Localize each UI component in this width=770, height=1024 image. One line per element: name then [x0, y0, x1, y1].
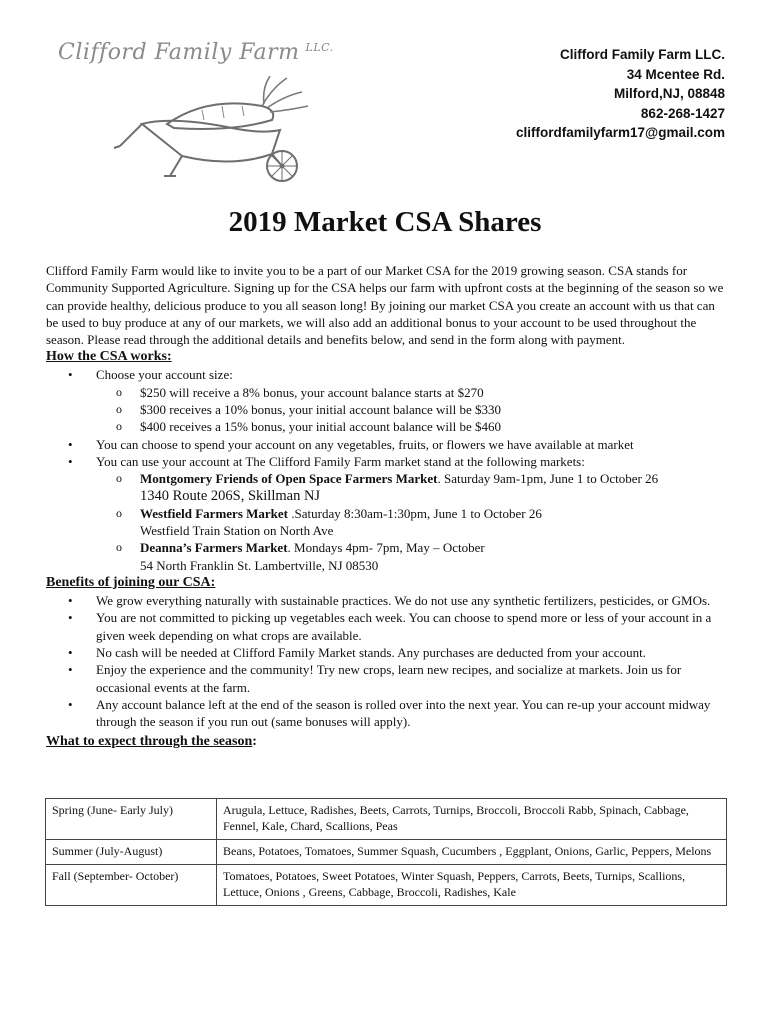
- benefits-list: [46, 592, 728, 730]
- crops-cell: Beans, Potatoes, Tomatoes, Summer Squash, Cucumbers , Eggplant, Onions, Garlic, Peppers, Melons: [217, 840, 727, 865]
- account-size-label: Choose your account size:: [96, 367, 233, 383]
- market-schedule: .Saturday 8:30am-1:30pm, June 1 to October 26: [288, 505, 542, 521]
- size-option: o $300 receives a 10% bonus, your initial account balance will be $330: [96, 401, 728, 418]
- benefit-item: • We grow everything naturally with sustainable practices. We do not use any synthetic fertilizers, pesticides, or GMOs.: [46, 592, 728, 609]
- how-list: [46, 366, 728, 574]
- market-name: Deanna’s Farmers Market: [140, 540, 288, 556]
- farm-name: Clifford Family Farm LLC.: [559, 47, 725, 62]
- account-size-options: [96, 384, 728, 436]
- farm-logo: [52, 38, 334, 188]
- market-schedule: . Mondays 4pm- 7pm, May – October: [287, 540, 485, 556]
- crops-cell: Arugula, Lettuce, Radishes, Beets, Carrots, Turnips, Broccoli, Broccoli Rabb, Spinach, Cabbage, Fennel, Kale, Chard, Scallions, Peas: [217, 799, 727, 840]
- markets-list: [96, 470, 728, 574]
- list-item: • You can choose to spend your account on any vegetables, fruits, or flowers we have available at market: [46, 436, 728, 453]
- market-item: [96, 505, 728, 540]
- size-option: o $250 will receive a 8% bonus, your account balance starts at $270: [96, 384, 728, 401]
- market-address: Westfield Train Station on North Ave: [140, 523, 334, 539]
- market-name: Montgomery Friends of Open Space Farmers Market: [140, 471, 438, 487]
- logo-wordmark: Clifford Family Farm $^{LLC.}$: [58, 40, 334, 65]
- crops-cell: Tomatoes, Potatoes, Sweet Potatoes, Winter Squash, Peppers, Carrots, Beets, Turnips, Scallions, Lettuce, Onions , Greens, Cabbage, Broccoli, Radishes, Kale: [217, 865, 727, 906]
- expect-heading: What to expect through the season:: [46, 734, 257, 750]
- market-schedule: . Saturday 9am-1pm, June 1 to October 26: [437, 471, 659, 487]
- wheelbarrow-carrot-icon: [112, 76, 322, 186]
- market-address: 54 North Franklin St. Lambertville, NJ 08530: [140, 557, 379, 573]
- market-item: [96, 539, 728, 574]
- table-row: [46, 799, 727, 840]
- market-name: Westfield Farmers Market: [140, 505, 289, 521]
- list-item: [46, 366, 728, 435]
- benefit-item: • Enjoy the experience and the community! Try new crops, learn new recipes, and socialize at markets. Join us for occasional events at the farm.: [46, 661, 728, 696]
- phone-number: 862-268-1427: [640, 105, 725, 121]
- size-option: o $400 receives a 15% bonus, your initial account balance will be $460: [96, 418, 728, 435]
- season-cell: Spring (June- Early July): [46, 799, 217, 840]
- benefit-item: • You are not committed to picking up vegetables each week. You can choose to spend more or less of your account in a given week depending on what crops are available.: [46, 609, 728, 644]
- season-cell: Fall (September- October): [46, 865, 217, 906]
- document-body: [46, 262, 728, 751]
- season-cell: Summer (July-August): [46, 840, 217, 865]
- benefit-item: • No cash will be needed at Clifford Family Market stands. Any purchases are deducted from your account.: [46, 644, 728, 661]
- season-crop-table: [45, 798, 727, 906]
- street-address: 34 Mcentee Rd.: [626, 66, 725, 82]
- market-address: 1340 Route 206S, Skillman NJ: [140, 487, 321, 504]
- table-row: [46, 840, 727, 865]
- how-heading: How the CSA works:: [46, 349, 172, 365]
- list-item: [46, 453, 728, 574]
- contact-block: [516, 45, 725, 143]
- market-item: [96, 470, 728, 505]
- email-address[interactable]: cliffordfamilyfarm17@gmail.com: [516, 125, 725, 140]
- markets-intro: You can use your account at The Clifford Family Farm market stand at the following markets:: [96, 453, 585, 469]
- table-row: [46, 865, 727, 906]
- city-state-zip: Milford,NJ, 08848: [613, 86, 725, 101]
- benefit-item: • Any account balance left at the end of the season is rolled over into the next year. You can re-up your account midway through the season if you run out (same bonuses will apply).: [46, 696, 728, 731]
- page-title: 2019 Market CSA Shares: [228, 206, 542, 238]
- benefits-heading: Benefits of joining our CSA:: [46, 575, 216, 591]
- intro-paragraph: Clifford Family Farm would like to invite you to be a part of our Market CSA for the 2019 growing season. CSA stands for Community Supported Agriculture. Signing up for the CSA helps our farm with upfront costs at the beginning of the season so we can provide healthy, delicious produce to you all season long! By joining our market CSA you create an account with us that can be used to buy produce at any of our markets, we will also add an additional bonus to your account to be used throughout the season. Please read through the additional details and benefits below, and send in the form along with payment.: [46, 263, 724, 348]
